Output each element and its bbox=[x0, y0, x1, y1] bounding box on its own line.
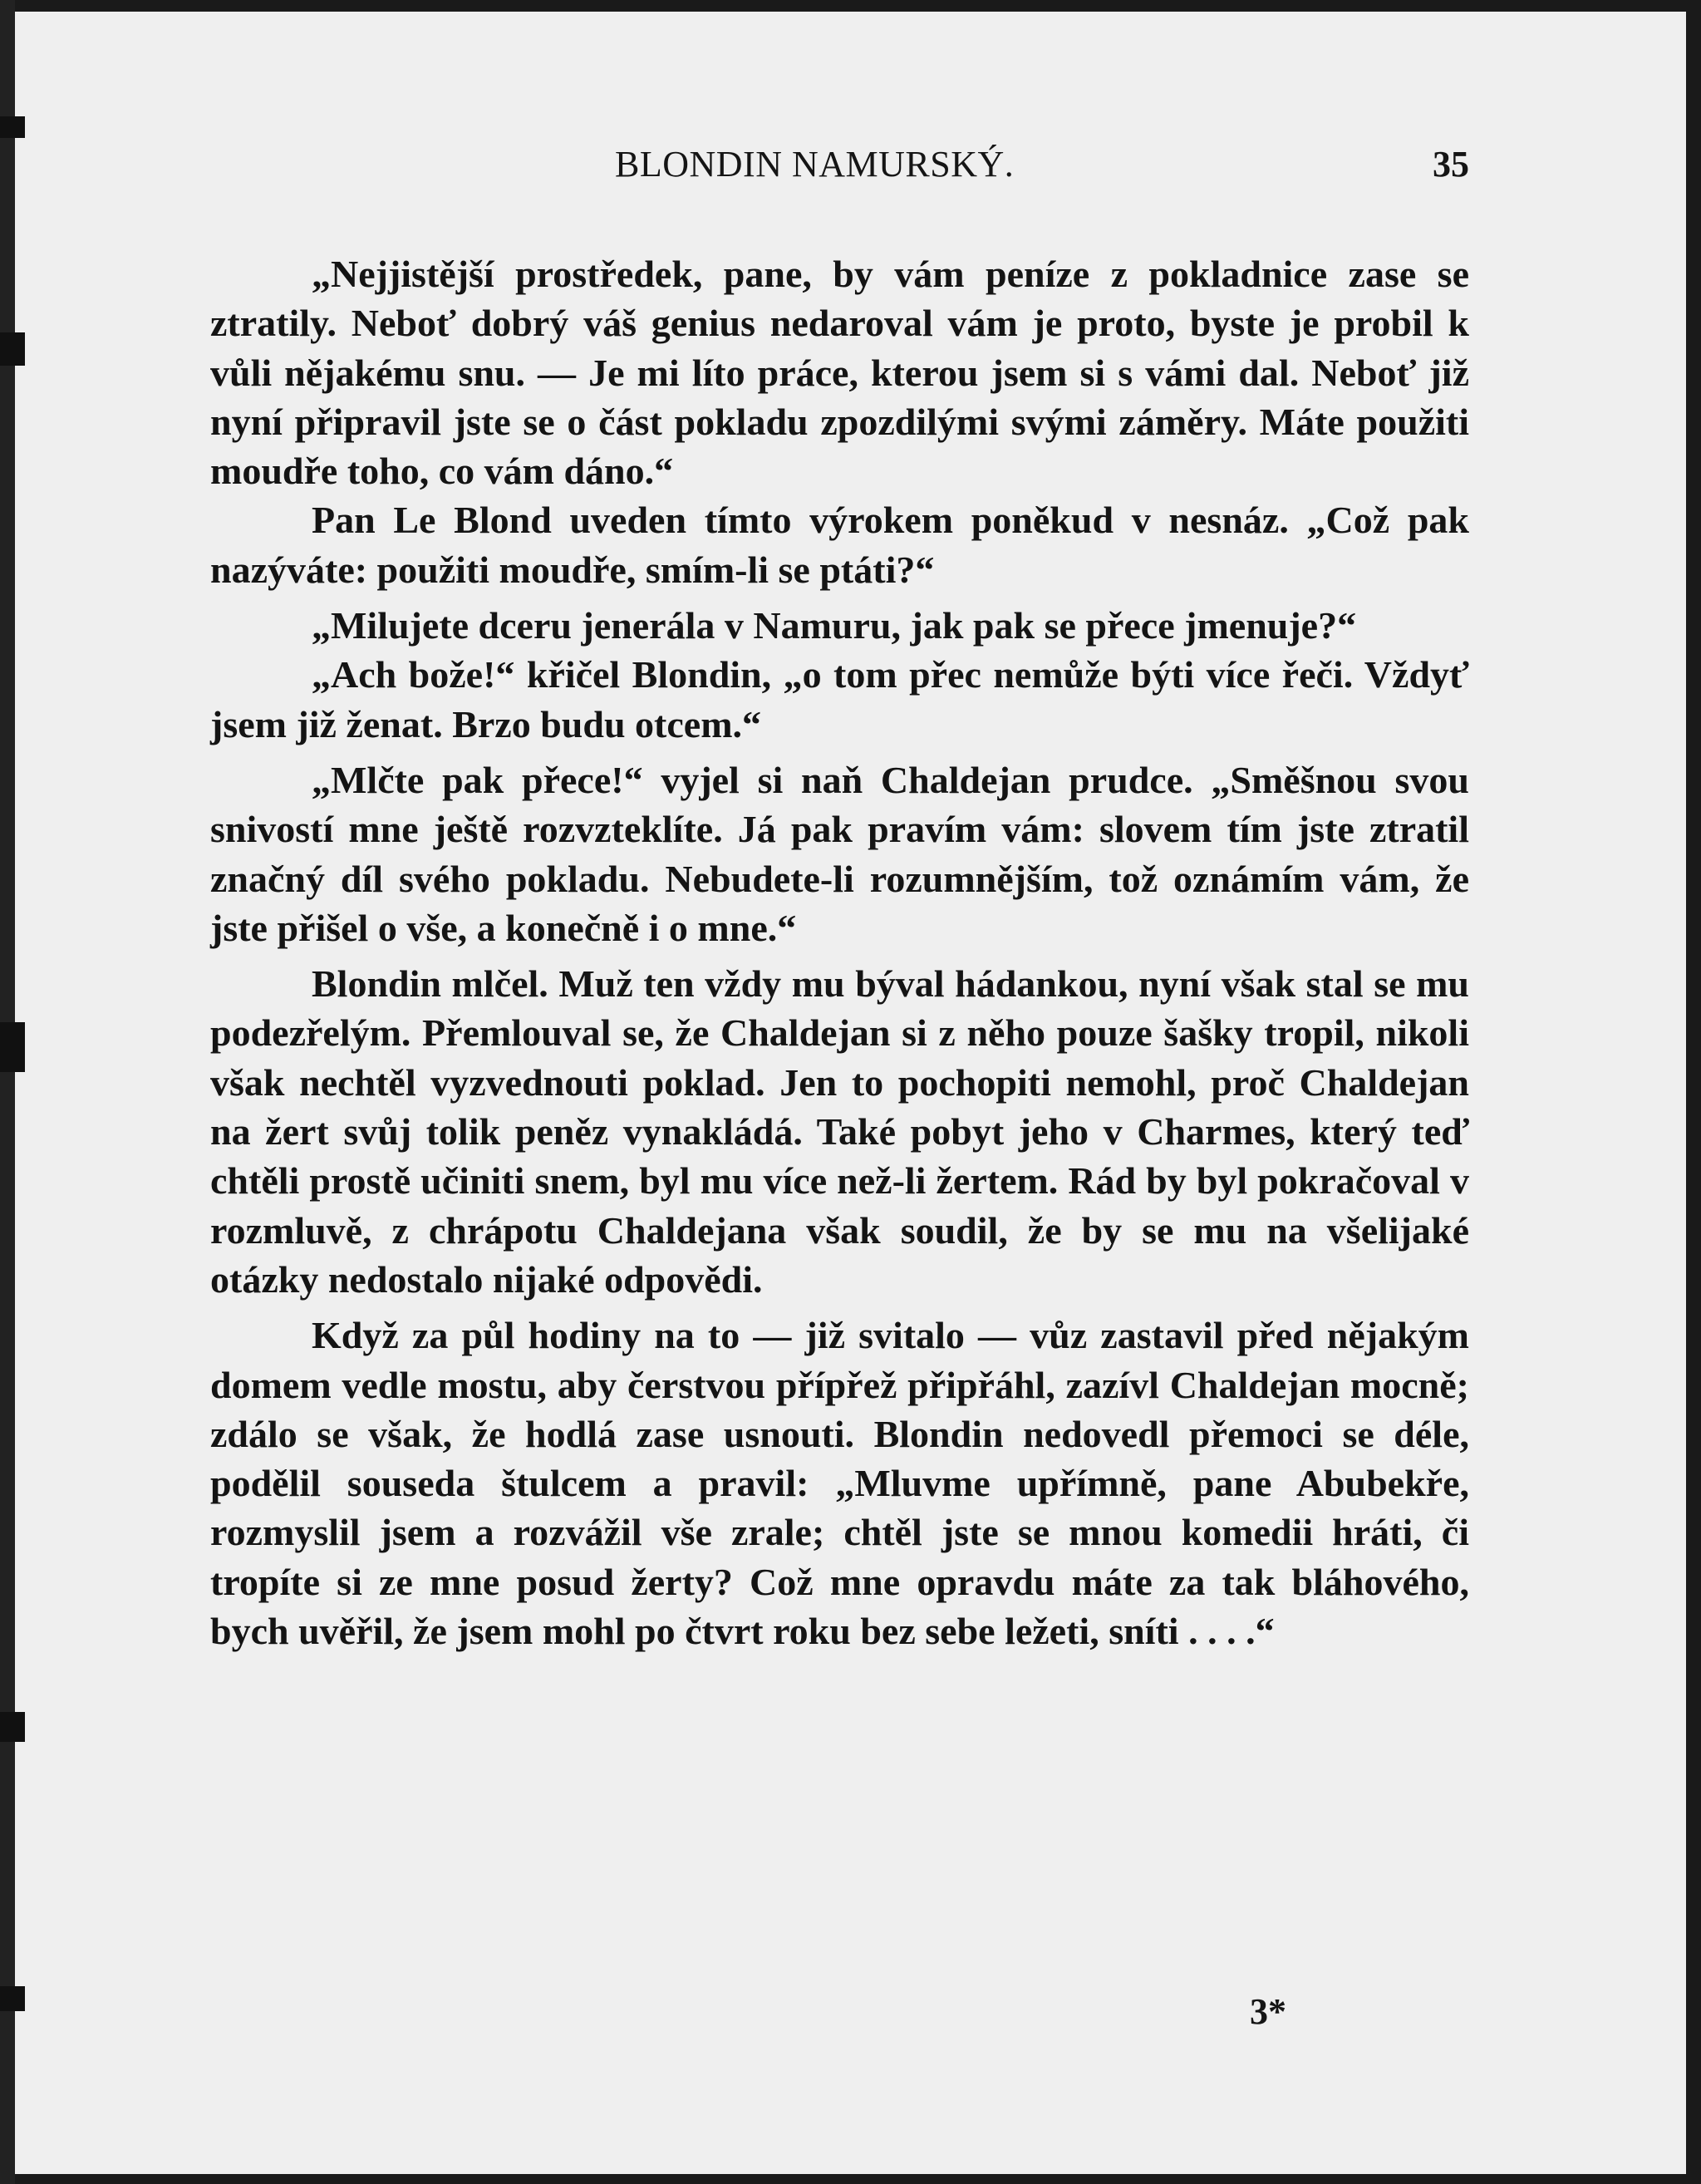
gutter-mark bbox=[0, 1022, 25, 1072]
printer-signature-mark: 3* bbox=[1250, 1991, 1286, 2032]
paragraph-3: „Milujete dceru jenerála v Namuru, jak pak se přece jmenuje?“ bbox=[312, 604, 1357, 647]
body-text bbox=[210, 249, 1469, 1655]
paragraph-2: Pan Le Blond uveden tímto výrokem poněkud v nesnáz. „Což pak nazýváte: použiti moudře, smím-li se ptáti?“ bbox=[210, 499, 1469, 591]
running-title: BLONDIN NAMURSKÝ. bbox=[615, 144, 1015, 184]
scan-border-right bbox=[1686, 0, 1701, 2184]
paragraph-6: Blondin mlčel. Muž ten vždy mu býval hádankou, nyní však stal se mu podezřelým. Přemlouval se, že Chaldejan si z něho pouze šašky tropil, nikoli však nechtěl vyzvednouti poklad. Jen to pochopiti nemohl, proč Chaldejan na žert svůj tolik peněz vynakládá. Také pobyt jeho v Charmes, který teď chtěli prostě učiniti snem, byl mu více než-li žertem. Rád by byl pokračoval v rozmluvě, z chrápotu Chaldejana však soudil, že by se mu na všelijaké otázky nedostalo nijaké odpovědi. bbox=[210, 962, 1469, 1301]
paragraph-1: „Nejjistější prostředek, pane, by vám peníze z pokladnice zase se ztratily. Neboť dobrý váš genius nedaroval vám je proto, byste je probil k vůli nějakému snu. — Je mi líto práce, kterou jsem si s vámi dal. Neboť již nyní připravil jste se o část pokladu zpozdilými svými záměry. Máte použiti moudře toho, co vám dáno.“ bbox=[210, 253, 1469, 493]
scan-border-top bbox=[0, 0, 1701, 12]
paragraph-4: „Ach bože!“ křičel Blondin, „o tom přec nemůže býti více řeči. Vždyť jsem již ženat. Brzo budu otcem.“ bbox=[210, 653, 1469, 745]
gutter-mark bbox=[0, 1986, 25, 2011]
paragraph-7: Když za půl hodiny na to — již svitalo — vůz zastavil před nějakým domem vedle mostu, aby čerstvou přípřež připřáhl, zazívl Chaldejan mocně; zdálo se však, že hodlá zase usnouti. Blondin nedovedl přemoci se déle, podělil souseda štulcem a pravil: „Mluvme upřímně, pane Abubekře, rozmyslil jsem a rozvážil vše zrale; chtěl jste se mnou komedii hráti, či tropíte si ze mne posud žerty? Což mne opravdu máte za tak bláhového, bych uvěřil, že jsem mohl po čtvrt roku bez sebe ležeti, sníti . . . .“ bbox=[210, 1314, 1469, 1653]
page-header bbox=[210, 143, 1469, 193]
gutter-mark bbox=[0, 1712, 25, 1742]
scan-border-bottom bbox=[0, 2174, 1701, 2184]
paragraph-5: „Mlčte pak přece!“ vyjel si naň Chaldejan prudce. „Směšnou svou snivostí mne ještě rozvzteklíte. Já pak pravím vám: slovem tím jste ztratil značný díl svého pokladu. Nebudete-li rozumnějším, tož oznámím vám, že jste přišel o vše, a konečně i o mne.“ bbox=[210, 758, 1469, 949]
gutter-mark bbox=[0, 116, 25, 138]
binding-gutter bbox=[0, 0, 28, 2184]
gutter-mark bbox=[0, 332, 25, 366]
page-number: 35 bbox=[1433, 144, 1469, 184]
